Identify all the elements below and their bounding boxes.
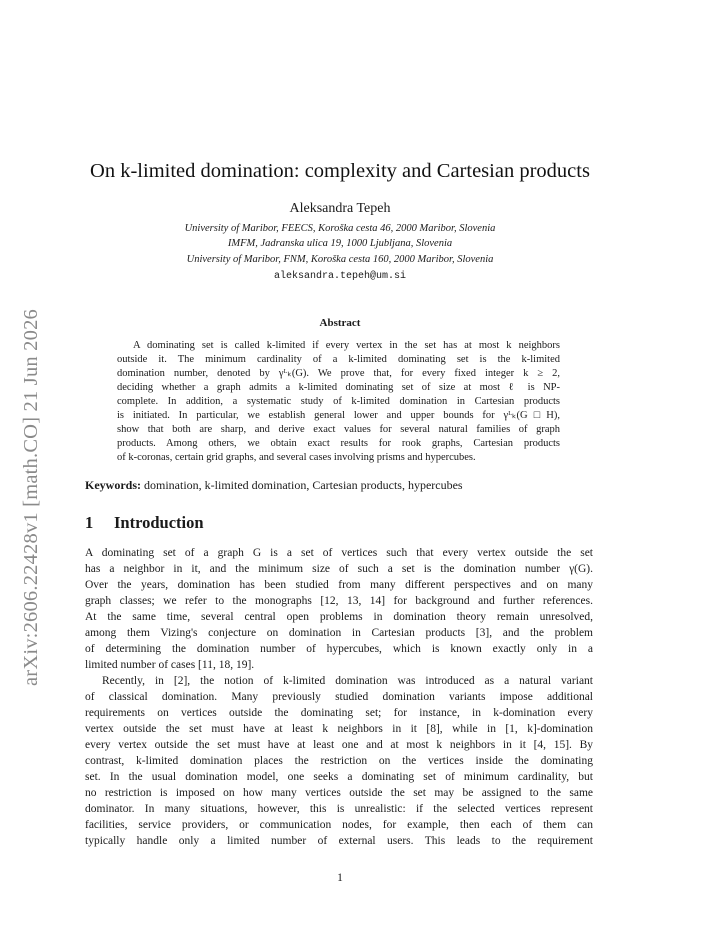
abstract-line: of k-coronas, certain grid graphs, and several cases involving prisms and hypercubes. (117, 452, 476, 463)
abstract-line: products. Among others, we obtain exact results for rook graphs, Cartesian products (117, 438, 560, 449)
abstract-line: A dominating set is called k-limited if every vertex in the set has at most k neighbors (133, 340, 560, 351)
body-line: vertex outside the set must have at least k neighbors in it [8], while in [1, k]-domination (85, 723, 593, 735)
affiliation-line: IMFM, Jadranska ulica 19, 1000 Ljubljana, Slovenia (227, 238, 453, 249)
body-line: At the same time, several central open problems in domination theory remain unresolved, (85, 611, 593, 623)
section-number: 1 (85, 513, 94, 532)
body-line: dominator. In many situations, however, this is unrealistic: if the selected vertices represent (85, 803, 593, 815)
abstract-line: domination number, denoted by γᴸₖ(G). We prove that, for every fixed integer k ≥ 2, (117, 368, 560, 379)
body-line: Recently, in [2], the notion of k-limited domination was introduced as a natural variant (102, 675, 593, 687)
body-line: no restriction is imposed on how many vertices outside the set may be assigned to the same (85, 787, 593, 799)
author-name: Aleksandra Tepeh (289, 201, 391, 216)
body-line: requirements on vertices outside the dominating set; for instance, in k-domination every (85, 707, 593, 719)
abstract-line: complete. In addition, a systematic study of k-limited domination in Cartesian products (117, 396, 560, 407)
abstract-line: is initiated. In particular, we establish general lower and upper bounds for γᴸₖ(G□H), (117, 410, 560, 421)
abstract-line: deciding whether a graph admits a k-limited dominating set of size at most ℓ is NP- (117, 382, 560, 393)
page-number: 1 (337, 872, 343, 884)
body-line: has a neighbor in it, and the minimum size of such a set is the domination number γ(G). (85, 563, 593, 575)
paper-title: On k-limited domination: complexity and Cartesian products (90, 160, 590, 182)
body-line: every vertex outside the set must have at least one and at most k neighbors in it [4, 15]. By (85, 739, 593, 751)
abstract-line: show that both are sharp, and derive exact values for several natural families of graph (117, 424, 560, 435)
body-line: A dominating set of a graph G is a set of vertices such that every vertex outside the set (85, 547, 593, 559)
author-email[interactable]: aleksandra.tepeh@um.si (273, 271, 407, 282)
section-title: Introduction (114, 513, 204, 532)
abstract-heading: Abstract (319, 317, 361, 329)
body-line: of classical domination. Many previously studied domination variants impose additional (85, 691, 593, 703)
body-line: limited number of cases [11, 18, 19]. (85, 659, 255, 671)
keywords-list: domination, k-limited domination, Cartesian products, hypercubes (144, 478, 463, 492)
body-line: facilities, service providers, or communication nodes, for example, then each of them can (85, 819, 593, 831)
affiliation-line: University of Maribor, FEECS, Koroška cesta 46, 2000 Maribor, Slovenia (184, 223, 496, 234)
body-line: Over the years, domination has been studied from many different perspectives and on many (85, 579, 593, 591)
arxiv-identifier-stamp: arXiv:2606.22428v1 [math.CO] 21 Jun 2026 (20, 309, 42, 686)
keywords-line (85, 478, 463, 493)
body-line: set. In the usual domination model, one seeks a dominating set of minimum cardinality, but (85, 771, 593, 783)
body-line: among them Vizing's conjecture on domination in Cartesian products [3], and the problem (85, 627, 593, 639)
body-line: graph classes; we refer to the monographs [12, 13, 14] for background and further references. (85, 595, 593, 607)
section-heading (85, 513, 204, 533)
body-line: typically handle only a limited number of external users. This leads to the requirement (85, 835, 593, 847)
body-line: of determining the domination number of hypercubes, which is known exactly only in a (85, 643, 593, 655)
affiliation-line: University of Maribor, FNM, Koroška cesta 160, 2000 Maribor, Slovenia (186, 254, 494, 265)
keywords-label: Keywords: (85, 478, 141, 492)
body-line: contrast, k-limited domination places the restriction on the vertices inside the dominating (85, 755, 593, 767)
abstract-line: outside it. The minimum cardinality of a k-limited dominating set is the k-limited (117, 354, 560, 365)
